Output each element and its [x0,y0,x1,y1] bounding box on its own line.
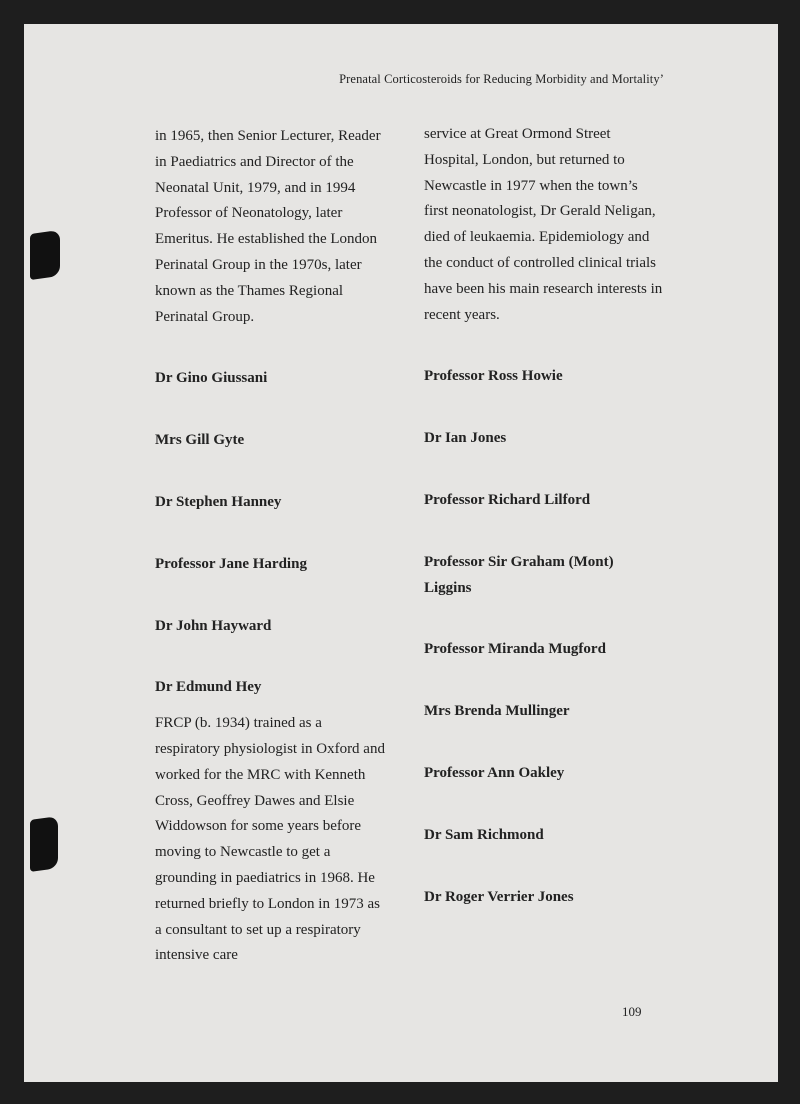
document-page [24,24,778,1082]
person-name-hayward: Dr John Hayward [155,617,272,634]
person-name-harding: Professor Jane Harding [155,555,307,572]
continued-biography: in 1965, then Senior Lecturer, Reader in Paediatrics and Director of the Neonatal Unit, 1979, and in 1994 Professor of Neonatology, later Emeritus. He established the London Perinatal Group in the 1970s, later known as the Thames Regional Perinatal Group. [155,128,381,325]
person-name-jones: Dr Ian Jones [424,430,507,447]
binding-clip-top [30,230,60,280]
hey-biography: FRCP (b. 1934) trained as a respiratory physiologist in Oxford and worked for the MRC with Kenneth Cross, Geoffrey Dawes and Elsie Widdowson for some years before moving to Newcastle to get a grounding in paediatrics in 1968. He returned briefly to London in 1973 as a consultant to set up a respiratory intensive care [155,715,385,964]
person-name-oakley: Professor Ann Oakley [424,764,565,781]
person-name-mullinger: Mrs Brenda Mullinger [424,703,570,720]
person-name-richmond: Dr Sam Richmond [424,826,544,843]
person-name-hey: Dr Edmund Hey [155,679,262,696]
running-header: Prenatal Corticosteroids for Reducing Morbidity and Mortality’ [339,72,664,86]
binding-clip-bottom [30,816,58,872]
person-name-gyte: Mrs Gill Gyte [155,432,245,449]
person-name-lilford: Professor Richard Lilford [424,491,591,508]
left-column [155,124,385,969]
person-name-liggins: Professor Sir Graham (Mont) Liggins [424,553,614,596]
right-column [424,122,664,910]
page-number: 109 [622,1004,642,1019]
person-name-mugford: Professor Miranda Mugford [424,641,606,658]
person-name-hanney: Dr Stephen Hanney [155,493,282,510]
person-name-verrier-jones: Dr Roger Verrier Jones [424,888,574,905]
person-name-howie: Professor Ross Howie [424,368,563,385]
person-name-giussani: Dr Gino Giussani [155,370,268,387]
continued-biography-right: service at Great Ormond Street Hospital, London, but returned to Newcastle in 1977 when the town’s first neonatologist, Dr Gerald Neligan, died of leukaemia. Epidemiology and the conduct of controlled clinical trials have been his main research interests in recent years. [424,126,663,323]
